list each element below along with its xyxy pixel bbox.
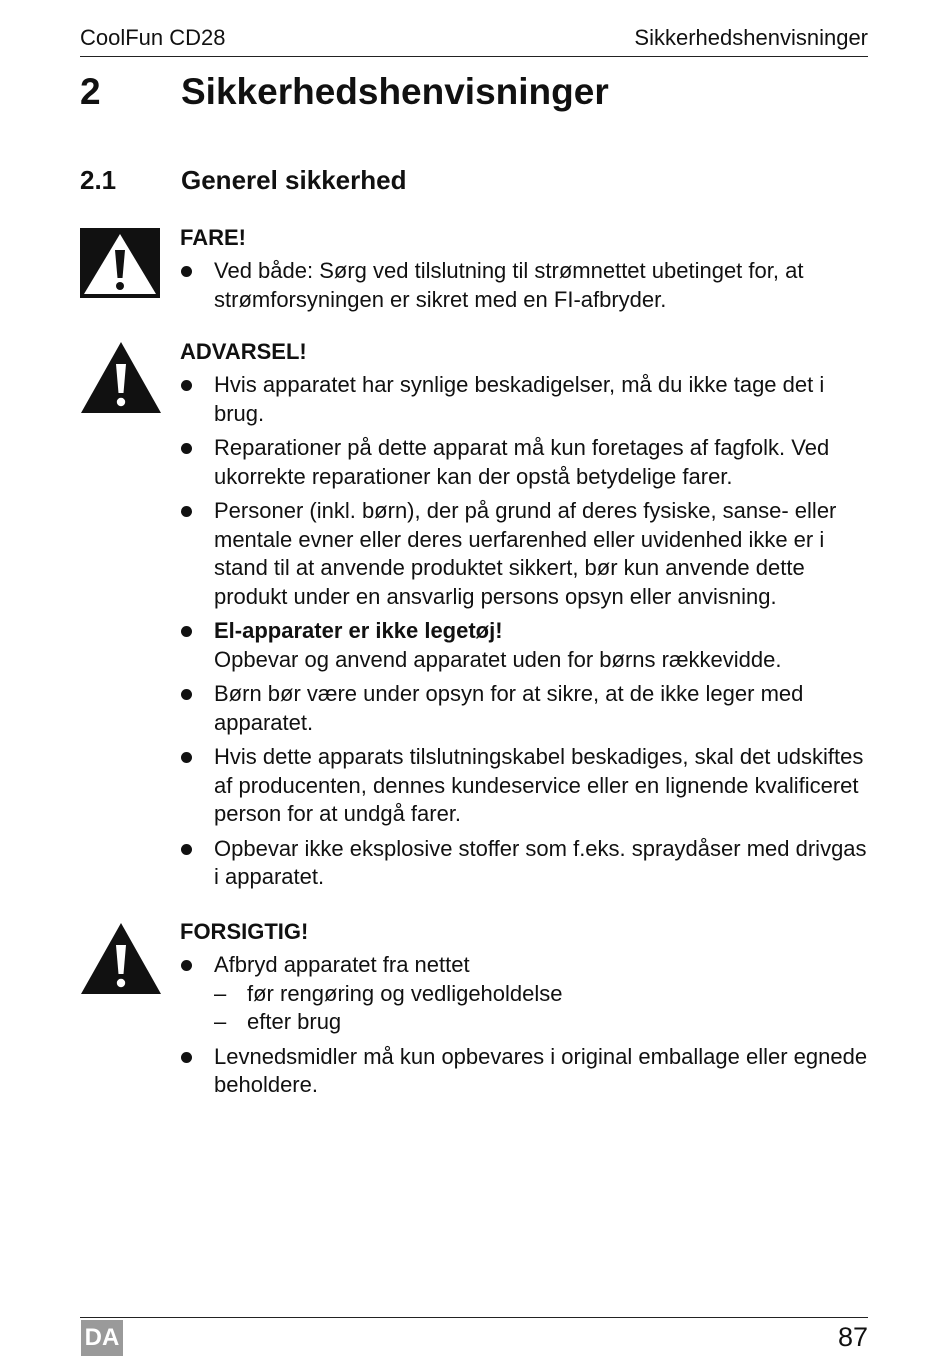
sub-list-item: – efter brug — [214, 1008, 870, 1037]
page-header — [80, 24, 868, 57]
header-product-name: CoolFun CD28 — [80, 25, 226, 50]
warning-block — [180, 338, 870, 898]
caution-block — [180, 918, 870, 1106]
dash-icon: – — [214, 980, 227, 1006]
section-title: Generel sikkerhed — [181, 165, 407, 195]
list-item: Personer (inkl. børn), der på grund af deres fysiske, sanse- eller mentale evner eller deres uerfarenhed eller uvidenhed ikke er i stand til at anvende produktet sikkert, bør kun anvende dette produkt under en ansvarlig persons opsyn eller anvisning. — [180, 497, 870, 611]
danger-list — [180, 257, 870, 314]
bullet-icon — [181, 1052, 192, 1063]
warning-heading: ADVARSEL! — [180, 339, 307, 364]
list-item: Børn bør være under opsyn for at sikre, at de ikke leger med apparatet. — [180, 680, 870, 737]
caution-list — [180, 951, 870, 1100]
danger-warning-sign-icon — [80, 228, 160, 303]
dash-icon: – — [214, 1009, 227, 1034]
page-number: 87 — [837, 1322, 868, 1352]
sub-list-item: – før rengøring og vedligeholdelse — [214, 980, 870, 1009]
warning-triangle-icon — [80, 340, 162, 419]
list-item: Hvis apparatet har synlige beskadigelser, må du ikke tage det i brug. — [180, 371, 870, 428]
list-item: Ved både: Sørg ved tilslutning til strømnettet ubetinget for, at strømforsyningen er sikret med en FI-afbryder. — [180, 257, 870, 314]
section-number: 2.1 — [80, 165, 117, 195]
sub-list — [214, 980, 870, 1037]
caution-triangle-icon — [80, 921, 162, 1000]
list-item: Opbevar ikke eksplosive stoffer som f.eks. spraydåser med drivgas i apparatet. — [180, 835, 870, 892]
bullet-icon — [181, 506, 192, 517]
header-section-name: Sikkerhedshenvisninger — [634, 25, 868, 50]
list-item: El-apparater er ikke legetøj! Opbevar og anvend apparatet uden for børns rækkevidde. — [180, 617, 870, 674]
danger-block — [180, 224, 870, 320]
bullet-icon — [181, 689, 192, 700]
list-item: Reparationer på dette apparat må kun foretages af fagfolk. Ved ukorrekte reparationer kan der opstå betydelige farer. — [180, 434, 870, 491]
language-badge: DA — [81, 1320, 123, 1356]
list-item: Afbryd apparatet fra nettet – før rengøring og vedligeholdelse – efter brug — [180, 951, 870, 1037]
bullet-icon — [181, 266, 192, 277]
caution-heading: FORSIGTIG! — [180, 919, 309, 944]
bullet-icon — [181, 752, 192, 763]
warning-list — [180, 371, 870, 892]
bullet-icon — [181, 626, 192, 637]
bullet-icon — [181, 443, 192, 454]
list-item-strong: El-apparater er ikke legetøj! — [214, 618, 503, 643]
footer-divider — [80, 1317, 868, 1318]
chapter-number: 2 — [80, 71, 101, 112]
list-item: Levnedsmidler må kun opbevares i original emballage eller egnede beholdere. — [180, 1043, 870, 1100]
bullet-icon — [181, 844, 192, 855]
chapter-title: Sikkerhedshenvisninger — [181, 71, 609, 112]
bullet-icon — [181, 960, 192, 971]
bullet-icon — [181, 380, 192, 391]
list-item: Hvis dette apparats tilslutningskabel beskadiges, skal det udskiftes af producenten, dennes kundeservice eller en lignende kvalificeret person for at undgå farer. — [180, 743, 870, 829]
danger-heading: FARE! — [180, 225, 246, 250]
